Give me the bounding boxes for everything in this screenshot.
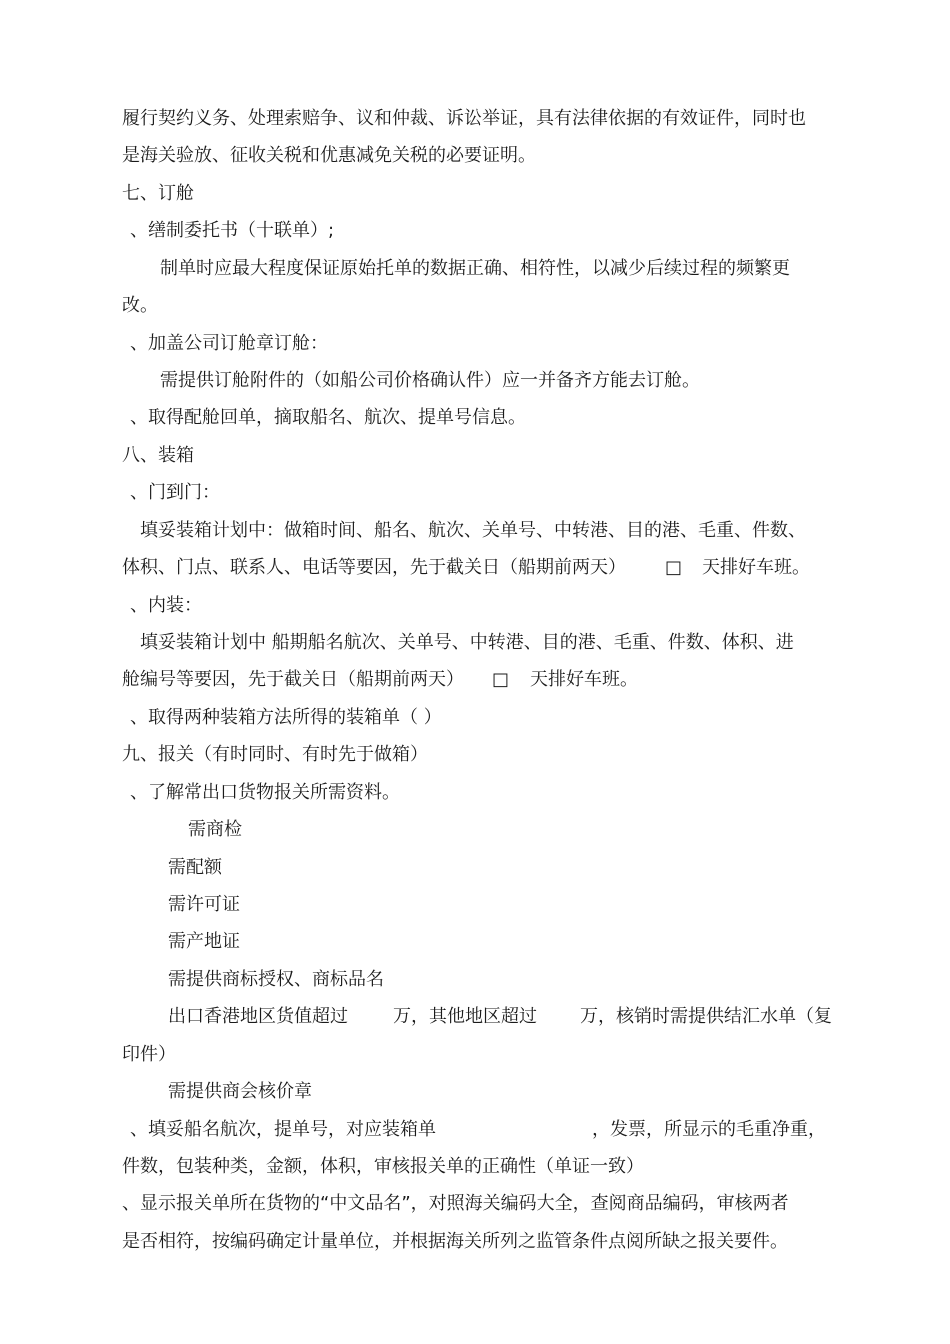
text-line: ，发票，所显示的毛重净重， bbox=[592, 1119, 826, 1140]
text-line: 体积、门点、联系人、电话等要因，先于截关日（船期前两天） bbox=[122, 557, 626, 578]
missing-glyph: □ bbox=[665, 557, 683, 578]
text-line: 天排好车班。 bbox=[702, 557, 810, 578]
list-item: 需提供商标授权、商标品名 bbox=[168, 969, 384, 990]
text-line: 、内装： bbox=[130, 595, 202, 616]
text-line: 件数，包装种类，金额，体积，审核报关单的正确性（单证一致） bbox=[122, 1156, 644, 1177]
text-line: 需提供订舱附件的（如船公司价格确认件）应一并备齐方能去订舱。 bbox=[160, 370, 700, 391]
text-line: 填妥装箱计划中：做箱时间、船名、航次、关单号、中转港、目的港、毛重、件数、 bbox=[140, 520, 806, 541]
list-item: 需配额 bbox=[168, 857, 222, 878]
list-item: 出口香港地区货值超过 bbox=[168, 1006, 348, 1027]
text-line: 、取得两种装箱方法所得的装箱单（ ） bbox=[130, 707, 442, 728]
list-item: 需许可证 bbox=[168, 894, 240, 915]
text-line: 天排好车班。 bbox=[530, 669, 638, 690]
text-line: 改。 bbox=[122, 295, 158, 316]
list-item: 需产地证 bbox=[168, 931, 240, 952]
text-line: 是海关验放、征收关税和优惠减免关税的必要证明。 bbox=[122, 145, 536, 166]
text-line: 填妥装箱计划中 船期船名航次、关单号、中转港、目的港、毛重、件数、体积、进 bbox=[140, 632, 794, 653]
text-line: 万，核销时需提供结汇水单（复 bbox=[580, 1006, 832, 1027]
text-line: 制单时应最大程度保证原始托单的数据正确、相符性，以减少后续过程的频繁更 bbox=[160, 258, 790, 279]
text-line: 、门到门： bbox=[130, 482, 220, 503]
section-heading: 九、报关（有时同时、有时先于做箱） bbox=[122, 744, 428, 765]
text-line: 、加盖公司订舱章订舱： bbox=[130, 333, 328, 354]
text-line: 舱编号等要因，先于截关日（船期前两天） bbox=[122, 669, 464, 690]
text-line: 印件） bbox=[122, 1044, 176, 1065]
text-line: 、显示报关单所在货物的“中文品名”，对照海关编码大全，查阅商品编码，审核两者 bbox=[122, 1193, 789, 1214]
text-line: 履行契约义务、处理索赔争、议和仲裁、诉讼举证，具有法律依据的有效证件，同时也 bbox=[122, 108, 806, 129]
text-line: 、了解常出口货物报关所需资料。 bbox=[130, 782, 400, 803]
text-line: 、取得配舱回单，摘取船名、航次、提单号信息。 bbox=[130, 407, 526, 428]
text-line: 、缮制委托书（十联单）; bbox=[130, 220, 335, 241]
section-heading: 八、装箱 bbox=[122, 445, 194, 466]
text-line: 万，其他地区超过 bbox=[393, 1006, 537, 1027]
list-item: 需提供商会核价章 bbox=[168, 1081, 312, 1102]
section-heading: 七、订舱 bbox=[122, 183, 194, 204]
text-line: 是否相符，按编码确定计量单位，并根据海关所列之监管条件点阅所缺之报关要件。 bbox=[122, 1231, 788, 1252]
text-line: 、填妥船名航次，提单号，对应装箱单 bbox=[130, 1119, 436, 1140]
missing-glyph: □ bbox=[492, 669, 510, 690]
list-item: 需商检 bbox=[188, 819, 242, 840]
